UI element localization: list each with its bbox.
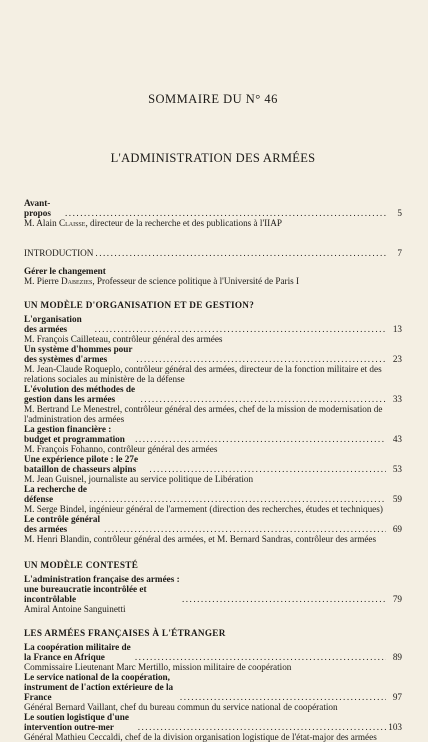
entry-author: M. Serge Bindel, ingénieur général de l'armement (direction des recherches, études et techniques) [24, 504, 383, 514]
entry-page: 23 [392, 354, 402, 364]
dot-leader [149, 464, 386, 474]
entry-page: 89 [392, 652, 402, 662]
table-of-contents [24, 198, 402, 742]
entry-author: Commissaire Lieutenant Marc Mertillo, mission militaire de coopération [24, 662, 292, 672]
entry-title: INTRODUCTION [24, 248, 94, 258]
toc-entry[interactable] [24, 248, 402, 286]
entry-subtitle: Gérer le changement [24, 266, 106, 276]
toc-entry[interactable] [24, 574, 402, 614]
section-modele-organisation [24, 300, 402, 544]
entry-title: Une expérience pilote : le 27e bataillon de chasseurs alpins [24, 454, 139, 474]
entry-author: M. Alain Claisse, directeur de la recherche et des publications à l'IIAP [24, 218, 282, 228]
toc-entry[interactable] [24, 198, 402, 228]
section-heading: UN MODÈLE D'ORGANISATION ET DE GESTION? [24, 300, 255, 310]
entry-page: 69 [392, 524, 402, 534]
entry-author: M. Henri Blandin, contrôleur général des armées, et M. Bernard Sandras, contrôleur des armées [24, 534, 377, 544]
entry-page: 79 [392, 594, 402, 604]
toc-entry[interactable] [24, 384, 402, 424]
entry-title: L'administration française des armées : une bureaucratie incontrôlée et incontrôlable [24, 574, 180, 604]
entry-page: 5 [397, 208, 402, 218]
dot-leader [182, 594, 386, 604]
dot-leader [95, 248, 386, 258]
entry-title: Le soutien logistique d'une intervention outre-mer [24, 712, 129, 732]
dot-leader [135, 652, 386, 662]
introduction-section [24, 248, 402, 286]
entry-title: Un système d'hommes pour des systèmes d'armes [24, 344, 133, 364]
entry-page: 53 [392, 464, 402, 474]
toc-entry[interactable] [24, 514, 402, 544]
entry-page: 13 [392, 324, 402, 334]
toc-entry[interactable] [24, 712, 402, 742]
entry-title: L'organisation des armées [24, 314, 82, 334]
dot-leader [141, 394, 386, 404]
section-armees-etranger [24, 628, 402, 742]
entry-page: 59 [392, 494, 402, 504]
entry-author: Général Bernard Vaillant, chef du bureau commun du service national de coopération [24, 702, 338, 712]
dot-leader [180, 692, 386, 702]
entry-title: Le contrôle général des armées [24, 514, 101, 534]
entry-title: Avant-propos [24, 198, 51, 218]
issue-theme-title: L'ADMINISTRATION DES ARMÉES [110, 151, 316, 165]
section-entries [24, 314, 402, 544]
dot-leader [136, 354, 386, 364]
toc-entry[interactable] [24, 672, 402, 712]
section-entries [24, 574, 402, 614]
toc-entry[interactable] [24, 454, 402, 484]
dot-leader [135, 434, 386, 444]
avant-propos-section [24, 198, 402, 228]
entry-page: 43 [392, 434, 402, 444]
entry-author: M. Pierre Dabezies, Professeur de science politique à l'Université de Paris I [24, 276, 300, 286]
dot-leader [138, 722, 386, 732]
entry-title: Le service national de la coopération, instrument de l'action extérieure de la France [24, 672, 174, 702]
section-heading: LES ARMÉES FRANÇAISES À L'ÉTRANGER [24, 628, 226, 638]
entry-author: M. Bertrand Le Menestrel, contrôleur général des armées, chef de la mission de modernisation de l'administration des armées [24, 404, 383, 424]
entry-title: La coopération militaire de la France en Afrique [24, 642, 131, 662]
entry-author: M. Jean Guisnel, journaliste au service politique de Libération [24, 474, 254, 484]
entry-page: 33 [392, 394, 402, 404]
entry-title: La recherche de défense [24, 484, 87, 504]
toc-entry[interactable] [24, 642, 402, 672]
entry-page: 103 [388, 722, 402, 732]
entry-author: M. François Cailleteau, contrôleur général des armées [24, 334, 223, 344]
page-title: SOMMAIRE DU N° 46 [148, 92, 278, 106]
dot-leader [104, 524, 386, 534]
section-modele-conteste [24, 560, 402, 614]
entry-author: Amiral Antoine Sanguinetti [24, 604, 126, 614]
entry-author: M. François Fohanno, contrôleur général des armées [24, 444, 218, 454]
entry-page: 7 [397, 248, 402, 258]
toc-entry[interactable] [24, 314, 402, 344]
section-entries [24, 642, 402, 742]
dot-leader [90, 494, 386, 504]
section-heading: UN MODÈLE CONTESTÉ [24, 560, 139, 570]
entry-author: Général Mathieu Ceccaldi, chef de la division organisation logistique de l'état-major des armées [24, 732, 377, 742]
dot-leader [95, 324, 386, 334]
toc-entry[interactable] [24, 484, 402, 514]
dot-leader [65, 208, 386, 218]
toc-entry[interactable] [24, 424, 402, 454]
entry-title: L'évolution des méthodes de gestion dans les armées [24, 384, 136, 404]
entry-title: La gestion financière : budget et programmation [24, 424, 125, 444]
entry-page: 97 [392, 692, 402, 702]
toc-entry[interactable] [24, 344, 402, 384]
entry-author: M. Jean-Claude Roqueplo, contrôleur général des armées, directeur de la fonction militaire et des relations sociales au ministère de la défense [24, 364, 382, 384]
